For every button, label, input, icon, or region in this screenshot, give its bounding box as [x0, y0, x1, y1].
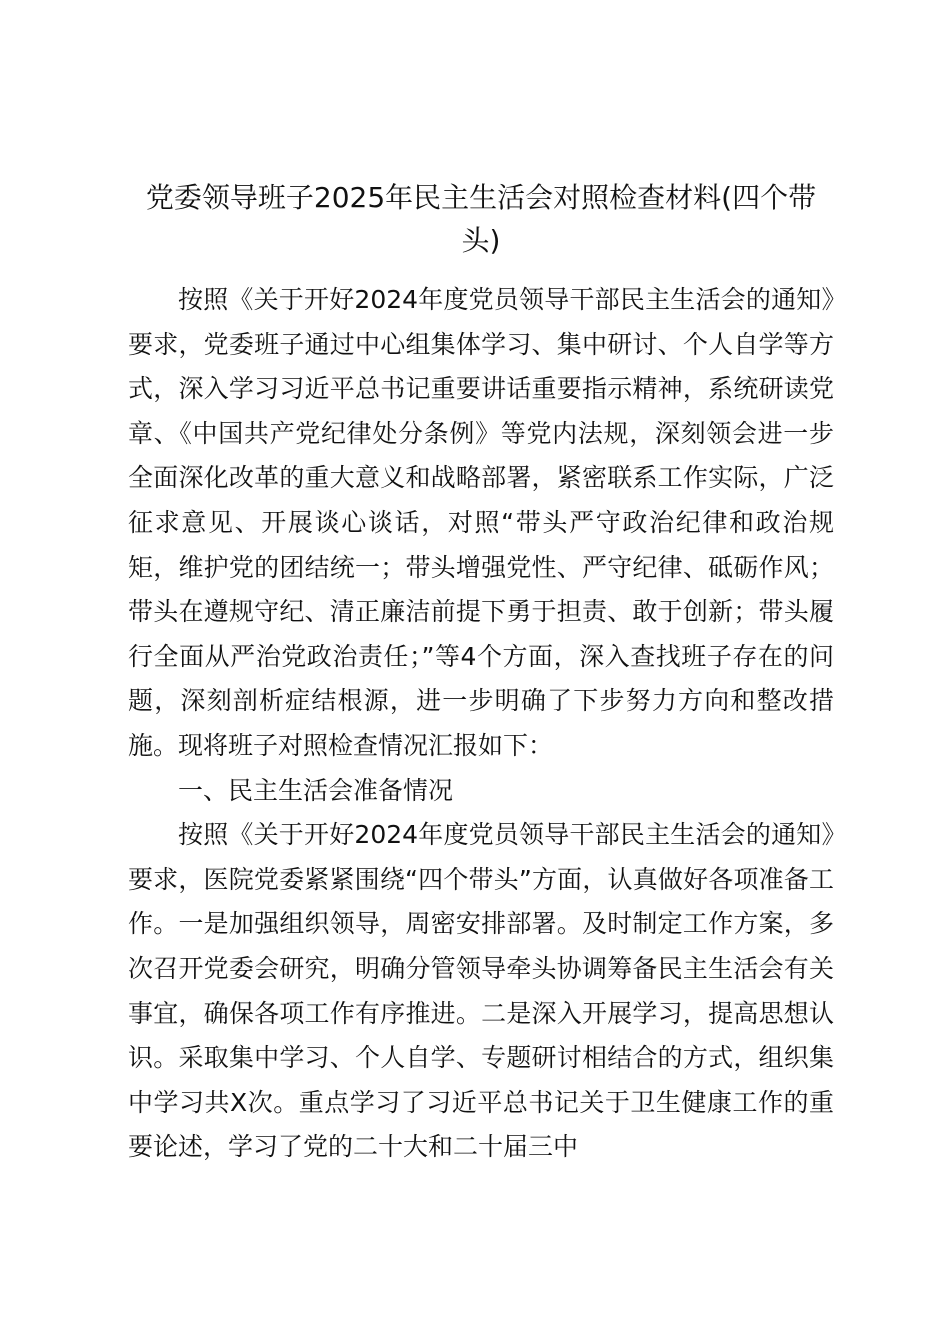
- section-heading-preparation: 一、民主生活会准备情况: [178, 775, 454, 805]
- document-title: 党委领导班子2025年民主生活会对照检查材料(四个带头): [145, 181, 817, 257]
- document-body: [128, 278, 834, 1170]
- intro-paragraph: 按照《关于开好2024年度党员领导干部民主生活会的通知》要求，党委班子通过中心组集体学习、集中研讨、个人自学等方式，深入学习习近平总书记重要讲话重要指示精神，系统研读党章、《中国共产党纪律处分条例》等党内法规，深刻领会进一步全面深化改革的重大意义和战略部署，紧密联系工作实际，广泛征求意见、开展谈心谈话，对照“带头严守政治纪律和政治规矩，维护党的团结统一；带头增强党性、严守纪律、砥砺作风；带头在遵规守纪、清正廉洁前提下勇于担责、敢于创新；带头履行全面从严治党政治责任；”等4个方面，深入查找班子存在的问题，深刻剖析症结根源，进一步明确了下步努力方向和整改措施。现将班子对照检查情况汇报如下：: [128, 285, 834, 760]
- preparation-paragraph: 按照《关于开好2024年度党员领导干部民主生活会的通知》要求，医院党委紧紧围绕“四个带头”方面，认真做好各项准备工作。一是加强组织领导，周密安排部署。及时制定工作方案，多次召开党委会研究，明确分管领导牵头协调筹备民主生活会有关事宜，确保各项工作有序推进。二是深入开展学习，提高思想认识。采取集中学习、个人自学、专题研讨相结合的方式，组织集中学习共X次。重点学习了习近平总书记关于卫生健康工作的重要论述，学习了党的二十大和二十届三中: [128, 820, 834, 1162]
